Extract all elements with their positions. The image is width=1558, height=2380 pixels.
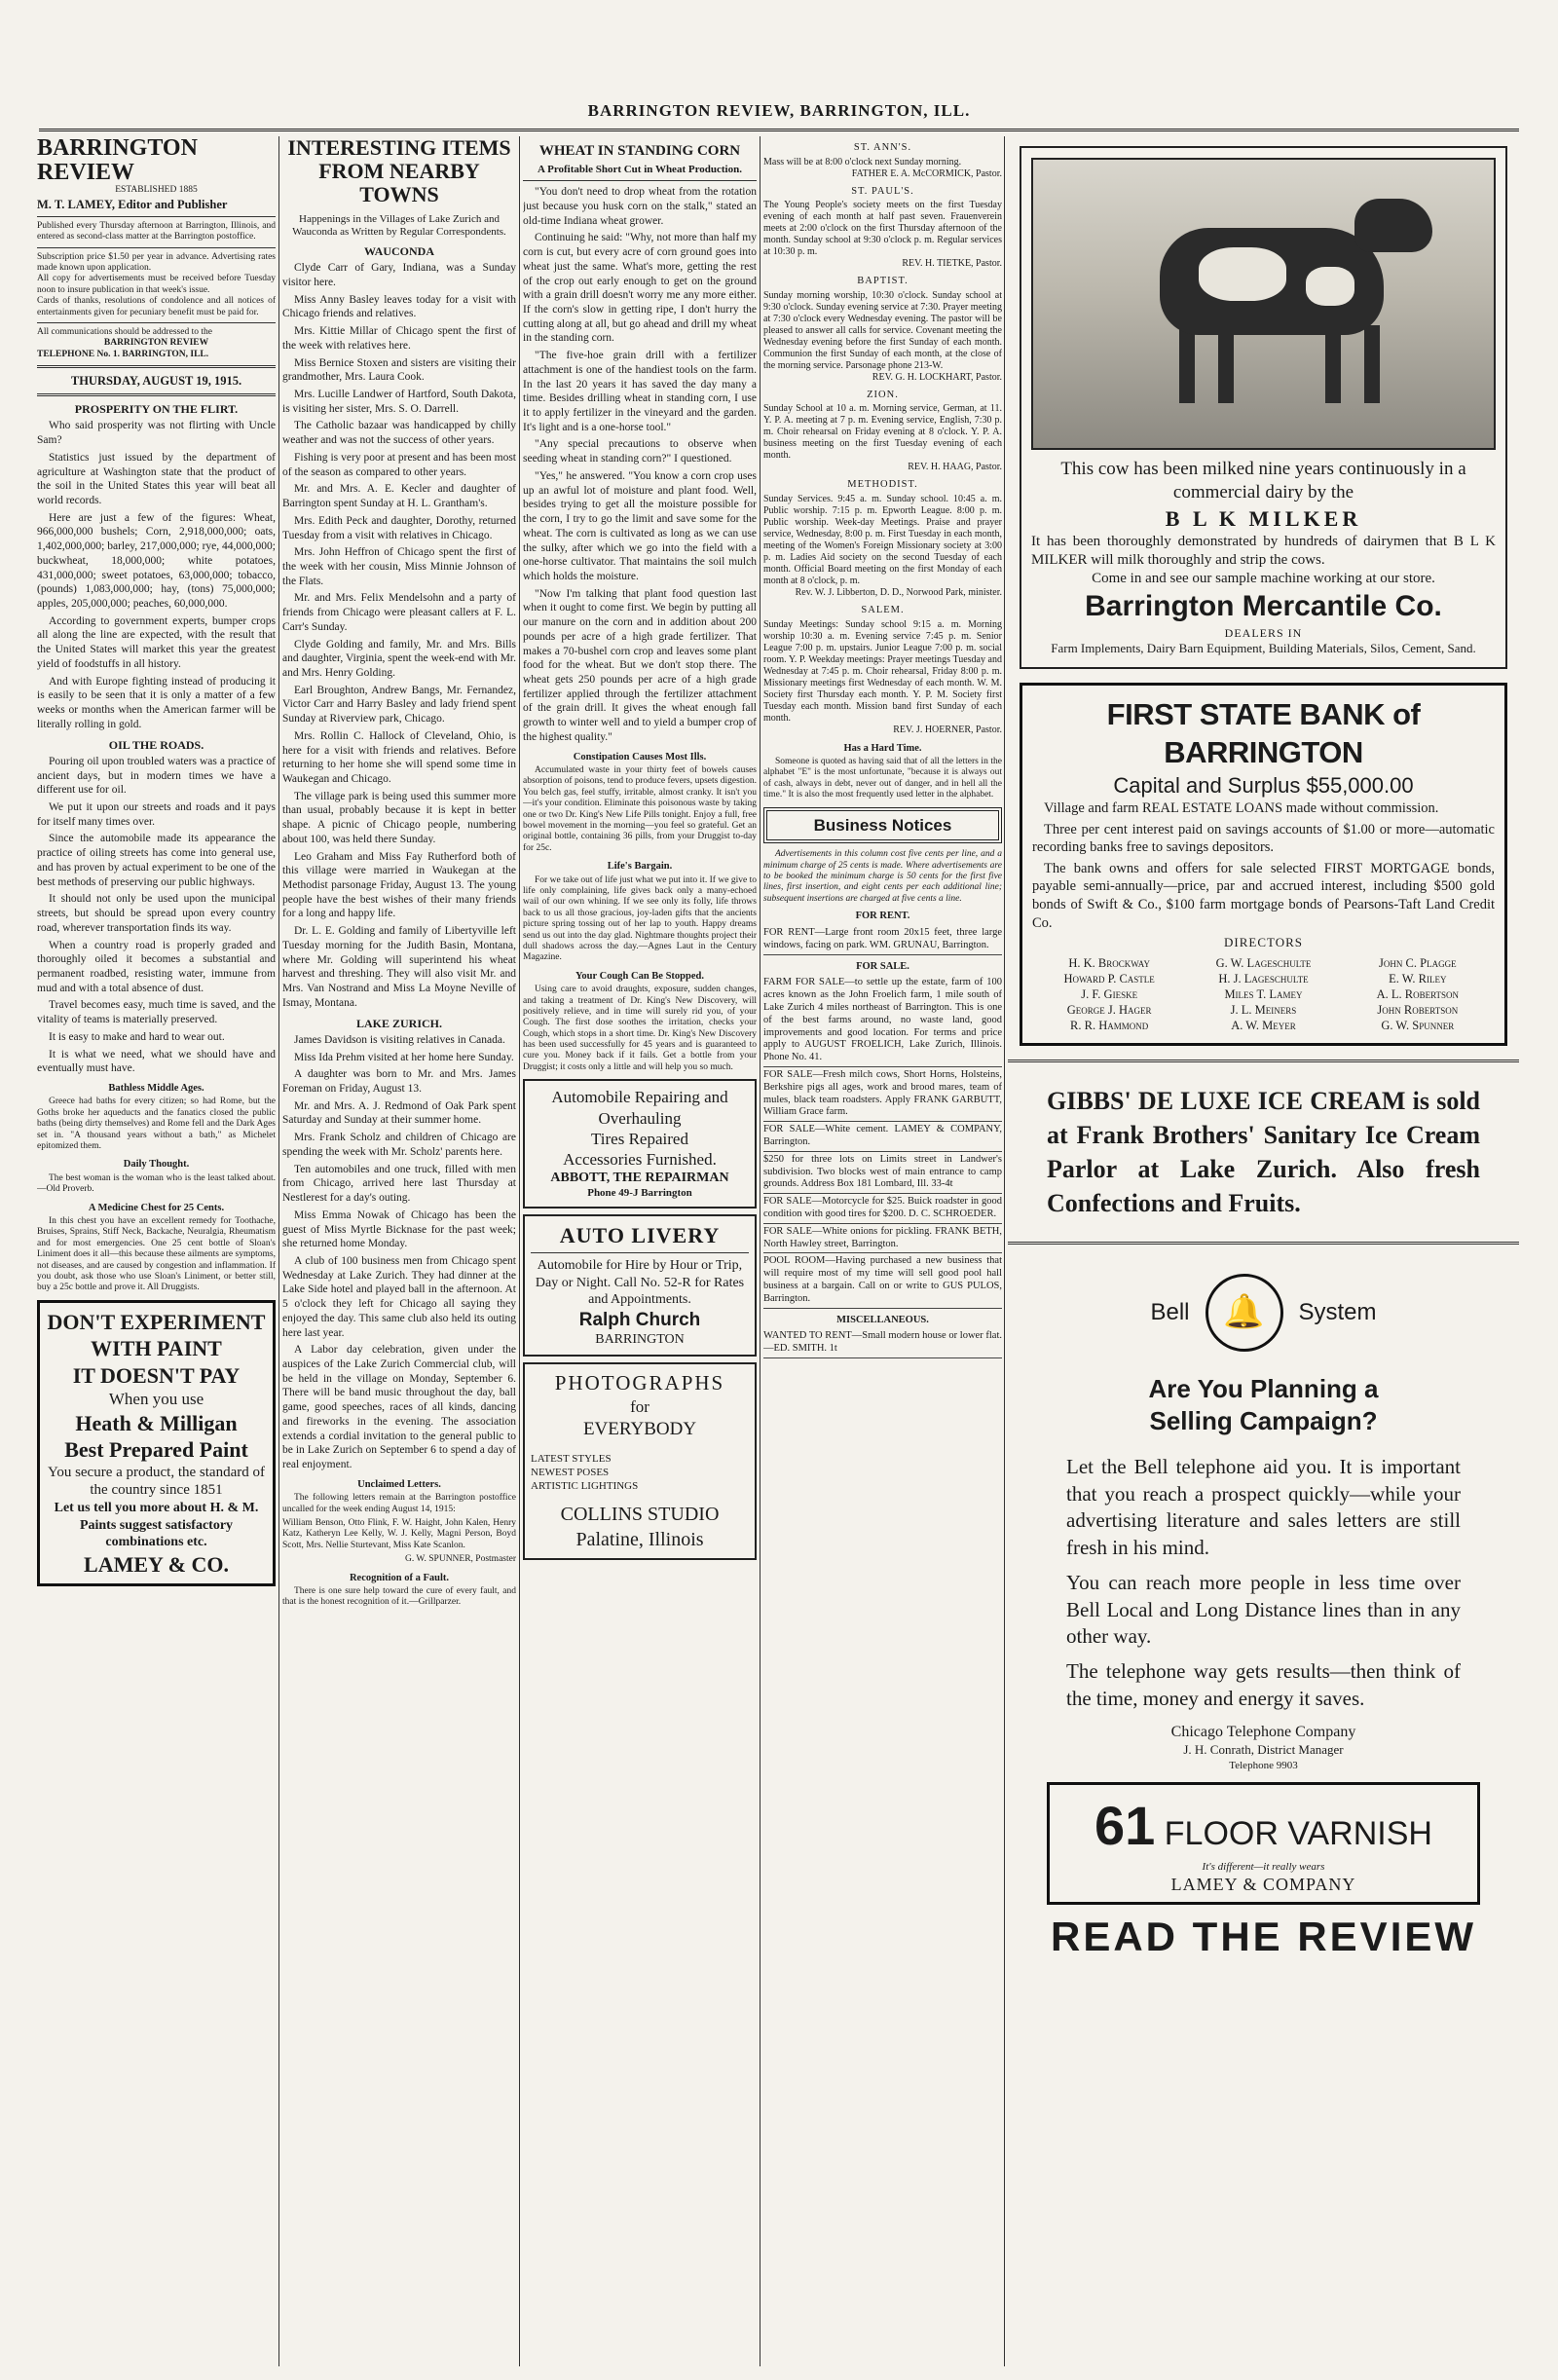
- column-5: [1008, 136, 1519, 1963]
- article-paragraph: Since the automobile made its appearance the practice of oiling streets has come into general use, and has proven by actual experiment to be one of the best methods of preserving our public highways.: [37, 833, 276, 888]
- article-heading: PROSPERITY ON THE FLIRT.: [74, 402, 239, 417]
- wauconda-items: [282, 261, 516, 1010]
- news-item: Mrs. Lucille Landwer of Hartford, South Dakota, is visiting her sister, Mrs. S. O. Darrell.: [282, 389, 516, 415]
- column-rule: [1004, 136, 1005, 2366]
- news-item: FOR SALE—White cement. LAMEY & COMPANY, Barrington.: [763, 1122, 1002, 1152]
- livery-advertisement: [523, 1214, 757, 1357]
- news-item: FOR SALE—Motorcycle for $25. Buick roadster in good condition with good tires for $200. D. C. SCHROEDER.: [763, 1194, 1002, 1224]
- bell-right-text: System: [1298, 1298, 1377, 1325]
- classified-heading: FOR RENT.: [855, 911, 910, 922]
- church-pastor: REV. J. HOERNER, Pastor.: [893, 724, 1002, 735]
- ad-line: You secure a product, the standard of the country since 1851: [47, 1464, 265, 1499]
- news-item: FARM FOR SALE—to settle up the estate, farm of 100 acres known as the John Froelich farm, 1 mile south of Lake Zurich 4 miles northeast of Barrington. This is one of the best farms around, no waste land, good improvements and good location. For terms and price apply to AUGUST FROELICH, Lake Zurich, Illinois. Phone No. 41.: [763, 975, 1002, 1067]
- news-item: Mrs. Edith Peck and daughter, Dorothy, returned Tuesday from a visit with relatives in Chicago.: [282, 514, 516, 541]
- bell-telephone: Telephone 9903: [1229, 1759, 1298, 1771]
- article-paragraph: Accumulated waste in your thirty feet of bowels causes absorption of poisons, tend to produce fevers, upsets digestion. You belch gas, feel stuffy, irritable, almost cranky. It isn't you—it's your condition. Eliminate this poisonous waste by taking one or two Dr. King's New Life Pills tonight. Enjoy a full, free bowel movement in the morning—you feel so grateful. Get an original bottle, containing 36 pills, from your Druggist to-day for 25c.: [523, 765, 757, 853]
- bell-icon: 🔔: [1206, 1274, 1283, 1352]
- ad-line: WITH PAINT: [91, 1336, 222, 1361]
- repair-advertisement: [523, 1079, 757, 1208]
- article-heading: Has a Hard Time.: [843, 742, 922, 754]
- bell-advertisement: [1008, 1274, 1519, 1772]
- varnish-tagline: It's different—it really wears: [1202, 1861, 1325, 1874]
- article-heading: Constipation Causes Most Ills.: [573, 751, 707, 762]
- church-directory: [763, 142, 1002, 736]
- varnish-company: LAMEY & COMPANY: [1170, 1875, 1356, 1895]
- ad-line: Ralph Church: [578, 1309, 701, 1330]
- column-2: [282, 136, 516, 1612]
- church-schedule: Sunday Meetings: Sunday school 9:15 a. m. Morning worship 10:30 a. m. Evening service 7:45 p. m. Senior League 7:00 p. m. upstairs. Junior League 7:00 p. m. social room. Y. P. Weekday meetings: Prayer meetings Tuesday and Wednesday at 7:45 p. m. Choir rehearsal, Friday 8:00 p. m. Missionary meetings first Wednesday of each month. W. M. Society first Thursday each month. Y. P. M. Society first Tuesday each month. Mission band first Sunday of each month.: [763, 618, 1002, 724]
- ad-line: for: [630, 1397, 649, 1417]
- town-heading: WAUCONDA: [364, 243, 434, 258]
- ad-line: COLLINS STUDIO: [560, 1503, 720, 1525]
- article-paragraph: According to government experts, bumper crops all along the line are expected, with the result that the United States will market this year the greatest yield of foodstuffs in all history.: [37, 614, 276, 670]
- bank-paragraph: Village and farm REAL ESTATE LOANS made without commission.: [1044, 800, 1439, 817]
- director-name: R. R. Hammond: [1070, 1018, 1149, 1032]
- bell-manager: J. H. Conrath, District Manager: [1183, 1741, 1344, 1757]
- bell-logo-row: [1008, 1274, 1519, 1352]
- copy-note: All copy for advertisements must be received before Tuesday noon to insure publication in that week's issue.: [37, 274, 276, 295]
- masthead: BARRINGTON REVIEW: [37, 136, 198, 186]
- varnish-name: FLOOR VARNISH: [1164, 1814, 1432, 1852]
- article-paragraph: It should not only be used upon the municipal streets, but should be spread upon every country road, wherever transportation finds its way.: [37, 893, 276, 934]
- ad-line: Let us tell you more about H. & M. Paints suggest satisfactory combinations etc.: [54, 1501, 259, 1549]
- news-item: Fishing is very poor at present and has been most of the season as compared to other years.: [282, 451, 516, 478]
- news-item: Mr. and Mrs. Felix Mendelsohn and a party of friends from Chicago were pleasant callers at F. L. Carr's Sunday.: [282, 592, 516, 633]
- news-item: Dr. L. E. Golding and family of Libertyville left Tuesday morning for the Judith Basin, Montana, where Mr. Golding will superintend his wheat harvest and threshing. They will also visit Mr. and Mrs. Van Nostrand and Miss La Moyne Neville of Ismay, Montana.: [282, 925, 516, 1009]
- article-heading: Bathless Middle Ages.: [108, 1082, 204, 1094]
- news-item: Mrs. Kittie Millar of Chicago spent the first of the week with relatives here.: [282, 325, 516, 352]
- cow-photo: [1031, 158, 1496, 450]
- bank-title: FIRST STATE BANK of BARRINGTON: [1106, 696, 1421, 770]
- article-heading: Life's Bargain.: [607, 861, 673, 873]
- news-item: Clyde Carr of Gary, Indiana, was a Sunday visitor here.: [282, 262, 516, 289]
- for-sale-list: [763, 975, 1002, 1308]
- news-item: A club of 100 business men from Chicago spent Wednesday at Lake Zurich. They had dinner at the Lake Side hotel and played ball in the afternoon. At 5 o'clock they left for Chicago all saying they enjoyed the day. This same club also held its outing here last year.: [282, 1254, 516, 1339]
- lake-zurich-items: [282, 1033, 516, 1472]
- news-item: A Labor day celebration, given under the auspices of the Lake Zurich Commercial club, will be held in the village on Monday, September 6. There will be band music throughout the day, ball game, good speeches, races of all kinds, dancing and fireworks in the evening. The association extends a cordial invitation to the general public to be in Lake Zurich on September 6 to spend a day of real enjoyment.: [282, 1344, 516, 1470]
- unclaimed-names: William Benson, Otto Flink, F. W. Haight, John Kalen, Henry Katz, Katheryn Lee Kelly, W. J. Kelly, Magni Person, Boyd Scott, Mrs. Nellie Sturtevant, Miss Kate Scanlon.: [282, 1517, 516, 1550]
- news-item: Mr. and Mrs. A. J. Redmond of Oak Park spent Saturday and Sunday at their summer home.: [282, 1099, 516, 1127]
- bank-paragraph: The bank owns and offers for sale selected FIRST MORTGAGE bonds, payable semi-annually—price, par and accrued interest, including $500 gold bonds of Swift & Co., $100 farm mortgage bonds of Pearsons-Taft Land Credit Co.: [1032, 860, 1495, 931]
- director-name: John C. Plagge: [1379, 955, 1457, 970]
- article-subheading: A Profitable Short Cut in Wheat Production.: [538, 164, 742, 176]
- article-paragraph: Someone is quoted as having said that of all the letters in the alphabet "E" is the most unfortunate, "because it is always out of cash, always in debt, never out of danger, and in hell all the time." It is also the most frequently used letter in the alphabet.: [763, 757, 1002, 800]
- mercantile-name: Barrington Mercantile Co.: [1085, 590, 1442, 623]
- established: ESTABLISHED 1885: [115, 185, 198, 196]
- article-paragraph: The following letters remain at the Barrington postoffice uncalled for the week ending August 14, 1915:: [282, 1493, 516, 1514]
- ad-line: EVERYBODY: [582, 1419, 697, 1440]
- article-paragraph: Here are just a few of the figures: Wheat, 966,000,000 bushels; Corn, 2,918,000,000; oats, 1,402,000,000; barley, 217,000,000; rye, 44,000,000; buckwheat, 18,000,000; white potatoes, 431,000,000; sweet potatoes, 63,000,000; tobacco, (pounds) 1,083,000,000; hay, (tons) 75,000,000; apples, 205,000,000; peaches, 60,000,000.: [37, 511, 276, 611]
- church-schedule: The Young People's society meets on the first Tuesday evening of each month at half past seven. Frauenverein meets at 2:00 o'clock on the first Thursday afternoon of the month. Sunday school at 9:30 o'clock p. m. Regular services at 10:30 p. m.: [763, 200, 1002, 258]
- column-rule: [278, 136, 279, 2366]
- news-item: Clyde Golding and family, Mr. and Mrs. Bills and daughter, Virginia, spent the week-end with Mr. and Mrs. Henry Golding.: [282, 638, 516, 679]
- news-item: Earl Broughton, Andrew Bangs, Mr. Fernandez, Victor Carr and Harry Basley and lady friend spent Sunday at Riverview park, Chicago.: [282, 684, 516, 725]
- news-item: Mrs. Rollin C. Hallock of Cleveland, Ohio, is here for a visit with friends and relatives. Before returning to her home she will spend some time in Waukegan and Chicago.: [282, 729, 516, 786]
- article-paragraph: Greece had baths for every citizen; so had Rome, but the Goths broke her aqueducts and the fanatics closed the public baths (being dirty themselves) and Rome fell and the Dark Ages set in. "A thousand years without a bath," as Michelet epitomized them.: [37, 1097, 276, 1151]
- mercantile-dealers: DEALERS IN: [1224, 625, 1303, 640]
- ad-line: Heath & Milligan: [75, 1410, 238, 1435]
- column-4: [763, 136, 1002, 1358]
- church-pastor: REV. H. HAAG, Pastor.: [908, 462, 1002, 473]
- news-item: Mr. and Mrs. A. E. Kecler and daughter of Barrington spent Sunday at H. L. Grantham's.: [282, 483, 516, 510]
- church-heading: BAPTIST.: [857, 276, 909, 287]
- director-name: John Robertson: [1377, 1002, 1459, 1017]
- bell-paragraph: You can reach more people in less time over Bell Local and Long Distance lines than in any other way.: [1066, 1570, 1461, 1649]
- director-name: J. F. Gieske: [1081, 986, 1138, 1001]
- directors-heading: DIRECTORS: [1224, 935, 1303, 950]
- ad-line: Palatine, Illinois: [575, 1528, 704, 1550]
- article-paragraph: Using care to avoid draughts, exposure, sudden changes, and taking a treatment of Dr. King's New Discovery, will positively relieve, and in time will surely rid you, of your Cough. The first dose soothes the irritation, checks your Cough, which stops in a short time. Dr. King's New Discovery has been used successfully for 45 years and is guaranteed to cure you. Money back if it fails. Get a bottle from your Druggist; it costs only a little and will help you so much.: [523, 985, 757, 1072]
- article-heading: Daily Thought.: [123, 1159, 190, 1171]
- cow-invite: Come in and see our sample machine working at our store.: [1092, 571, 1435, 587]
- church-pastor: REV. H. TIETKE, Pastor.: [902, 258, 1002, 270]
- communications-note: All communications should be addressed to the: [37, 326, 212, 337]
- director-name: G. W. Spunner: [1381, 1018, 1455, 1032]
- bell-left-text: Bell: [1150, 1298, 1190, 1325]
- classified-heading: MISCELLANEOUS.: [836, 1314, 929, 1325]
- article-paragraph: Pouring oil upon troubled waters was a practice of ancient days, but in modern times we have a different use for oil.: [37, 755, 276, 797]
- page-header: BARRINGTON REVIEW, BARRINGTON, ILL.: [39, 101, 1519, 131]
- ad-line: ABBOTT, THE REPAIRMAN: [550, 1171, 729, 1186]
- bell-company: Chicago Telephone Company: [1170, 1723, 1356, 1740]
- news-item: Mrs. John Heffron of Chicago spent the first of the week with her cousin, Miss Minnie Johnson of the Flats.: [282, 546, 516, 587]
- article-paragraph: For we take out of life just what we put into it. If we give to life only complaining, life gives back only a many-echoed wail of our own whining. If we see only its folly, life throws back to us all those gracious, joy-laden gifts that the ancients picture spring tossing out of her lap to youth. Happy dreams send us out into the day glad. Nightmare thoughts project their dull shadows across the day.—Agnes Laut in the Century Magazine.: [523, 874, 757, 963]
- bank-paragraph: Three per cent interest paid on savings accounts of $1.00 or more—automatic recording banks free to savings depositors.: [1032, 821, 1495, 856]
- director-name: Miles T. Lamey: [1224, 986, 1303, 1001]
- news-item: FOR SALE—Fresh milch cows, Short Horns, Holsteins, Berkshire pigs all ages, work and brood mares, team of mules, black team roadsters. Apply FRANK GARBUTT, William Grace farm.: [763, 1067, 1002, 1122]
- article-paragraph: Statistics just issued by the department of agriculture at Washington state that the product of the soil in the United States this year will beat all world records.: [37, 451, 276, 507]
- news-item: Miss Anny Basley leaves today for a visit with Chicago friends and relatives.: [282, 293, 516, 320]
- editor-line: M. T. LAMEY, Editor and Publisher: [37, 197, 228, 211]
- town-heading: LAKE ZURICH.: [355, 1016, 442, 1030]
- article-paragraph: When a country road is properly graded and thoroughly oiled it becomes a substantial and permanent roadbed, resisting water, immune from mud and with a total absence of dust.: [37, 939, 276, 994]
- postmaster: G. W. SPUNNER, Postmaster: [404, 1554, 516, 1565]
- article-paragraph: The best woman is the woman who is the least talked about.—Old Proverb.: [37, 1172, 276, 1195]
- news-item: Miss Ida Prehm visited at her home here Sunday.: [294, 1051, 514, 1063]
- bell-body: [1008, 1454, 1519, 1712]
- director-name: G. W. Lageschulte: [1215, 955, 1312, 970]
- article-paragraph: It is what we need, what we should have and eventually must have.: [37, 1048, 276, 1075]
- bank-capital: Capital and Surplus $55,000.00: [1113, 773, 1414, 799]
- church-heading: ST. ANN'S.: [853, 142, 912, 153]
- director-name: A. W. Meyer: [1231, 1018, 1296, 1032]
- director-name: A. L. Robertson: [1376, 986, 1460, 1001]
- classified-ad: WANTED TO RENT—Small modern house or lower flat.—ED. SMITH. 1t: [763, 1328, 1002, 1358]
- article-heading: Your Cough Can Be Stopped.: [575, 970, 704, 982]
- news-item: POOL ROOM—Having purchased a new business that will require most of my time will sell good pool hall business at a bargain. Call on or write to GUS PULOS, Barrington.: [763, 1253, 1002, 1308]
- communications-name: BARRINGTON REVIEW: [103, 338, 209, 349]
- section-subtitle: Happenings in the Villages of Lake Zurich and Wauconda as Written by Regular Correspondents.: [292, 212, 506, 238]
- read-the-review: READ THE REVIEW: [1050, 1914, 1477, 1960]
- article-paragraph: "Now I'm talking that plant food question last when it ought to come first. We begin by putting all our manure on the corn and in addition about 200 pounds per acre of a high grade fertilizer. That makes a 70-bushel corn crop and leaves some plant food for the wheat. But we don't stop there. The wheat gets 250 pounds per acre of a high grade fertilizer applied through the fertilizer attachment of the grain drill. It gives the wheat enough fall growth to winter well and to yield a bumper crop of the highest quality.": [523, 587, 757, 743]
- director-name: George J. Hager: [1066, 1002, 1152, 1017]
- article-heading: OIL THE ROADS.: [108, 737, 204, 752]
- column-1: [37, 136, 276, 1592]
- article-paragraph: "The five-hoe grain drill with a fertilizer attachment is one of the handiest tools on the farm. In the last 20 years it has saved the day many a time. Besides drilling wheat in standing corn, I use it to apply fertilizer in the vineyard and the garden. It's light and is a one-horse tool.": [523, 350, 757, 433]
- church-schedule: Mass will be at 8:00 o'clock next Sunday morning.: [763, 156, 962, 167]
- article-paragraph: Continuing he said: "Why, not more than half my corn is cut, but every acre of corn ground goes into wheat just the same. What's more, getting the rest of the crop out early enough to get on the ground with a grain drill doesn't worry me any more either. If the corn's slow in getting ripe, I don't hurry the cutting along at all, but go ahead and drill my wheat in the standing corn.: [523, 232, 757, 345]
- church-heading: ST. PAUL'S.: [851, 185, 914, 197]
- ad-line: Accessories Furnished.: [563, 1150, 717, 1170]
- cow-caption: This cow has been milked nine years continuously in a commercial dairy by the: [1060, 459, 1466, 503]
- classified-heading: FOR SALE.: [856, 960, 909, 972]
- church-heading: ZION.: [867, 389, 899, 400]
- bell-question: Are You Planning a Selling Campaign?: [1148, 1374, 1379, 1435]
- ad-line: Best Prepared Paint: [64, 1437, 248, 1462]
- news-item: FOR SALE—White onions for pickling. FRANK BETH, North Hawley street, Barrington.: [763, 1224, 1002, 1254]
- cow-brand: B L K MILKER: [1165, 505, 1362, 531]
- directors-list: [1032, 955, 1495, 1033]
- church-heading: SALEM.: [861, 604, 905, 615]
- bell-paragraph: The telephone way gets results—then think of the time, money and energy it saves.: [1066, 1659, 1461, 1710]
- varnish-advertisement: [1047, 1782, 1480, 1906]
- director-name: J. L. Meiners: [1230, 1002, 1297, 1017]
- article-heading: WHEAT IN STANDING CORN: [538, 143, 741, 159]
- cards-note: Cards of thanks, resolutions of condolence and all notices of entertainments given for pecuniary benefit must be paid for.: [37, 296, 276, 317]
- business-notices-note: Advertisements in this column cost five cents per line, and a minimum charge of 25 cents is made. Where advertisements are to be booked the minimum charge is 50 cents for the first five lines, first insertion, and eight cents per each additional line; subsequent insertions are charged at five cents a line.: [763, 849, 1002, 904]
- article-paragraph: Who said prosperity was not flirting with Uncle Sam?: [37, 420, 276, 447]
- gibbs-advertisement: GIBBS' DE LUXE ICE CREAM is sold at Frank Brothers' Sanitary Ice Cream Parlor at Lake Zurich. Also fresh Confections and Fruits.: [1047, 1086, 1480, 1217]
- director-name: E. W. Riley: [1389, 971, 1447, 985]
- news-item: Miss Emma Nowak of Chicago has been the guest of Miss Myrtle Bicknase for the past week; she returned home Monday.: [282, 1209, 516, 1250]
- issue-date: THURSDAY, AUGUST 19, 1915.: [70, 374, 242, 389]
- column-rule: [519, 136, 520, 2366]
- church-heading: METHODIST.: [847, 479, 918, 491]
- article-heading: A Medicine Chest for 25 Cents.: [88, 1202, 225, 1213]
- news-item: Miss Bernice Stoxen and sisters are visiting their grandmother, Mrs. Laura Cook.: [282, 356, 516, 384]
- article-paragraph: "Yes," he answered. "You know a corn crop uses up an awful lot of moisture and plant food. Well, besides trying to get all the moisture possible for the corn, I try to go the limit and save some for the wheat. The corn is cultivated as long as we can use the sulky, after which we go into the field with a one-horse cultivator. That maintains the soil mulch which holds the moisture.: [523, 469, 757, 582]
- church-schedule: Sunday morning worship, 10:30 o'clock. Sunday school at 9:30 o'clock. Sunday evening service at 7:30. Prayer meeting at 7:30 o'clock every Wednesday evening. The pastor will be pleased to answer all calls for service. Covenant meeting the Wednesday evening before the first Sunday of each month. Communion the first Sunday of each month, at the close of the morning service. Parsonage phone 213-W.: [763, 289, 1002, 371]
- article-paragraph: We put it upon our streets and roads and it pays for itself many times over.: [37, 801, 276, 828]
- news-item: James Davidson is visiting relatives in Canada.: [294, 1033, 505, 1046]
- church-pastor: FATHER E. A. McCORMICK, Pastor.: [851, 167, 1002, 179]
- church-pastor: REV. G. H. LOCKHART, Pastor.: [872, 371, 1002, 383]
- ad-line: LATEST STYLES: [531, 1452, 612, 1465]
- article-paragraph: "You don't need to drop wheat from the rotation just because you husk corn on the stalk," stated an old-time Indiana wheat grower.: [523, 186, 757, 227]
- article-paragraph: It is easy to make and hard to wear out.: [49, 1030, 225, 1043]
- business-notices-title: Business Notices: [813, 815, 952, 835]
- photo-advertisement: [523, 1362, 757, 1560]
- director-name: H. J. Lageschulte: [1218, 971, 1309, 985]
- ad-line: NEWEST POSES: [531, 1467, 610, 1479]
- classified-ad: FOR RENT—Large front room 20x15 feet, three large windows, facing on park. WM. GRUNAU, Barrington.: [763, 925, 1002, 955]
- news-item: Mrs. Frank Scholz and children of Chicago are spending the week with Mr. Scholz' parents here.: [282, 1132, 516, 1158]
- ad-line: LAMEY & CO.: [84, 1551, 229, 1577]
- article-paragraph: There is one sure help toward the cure of every fault, and that is the honest recognition of it.—Grillparzer.: [282, 1585, 516, 1608]
- news-item: The Catholic bazaar was handicapped by chilly weather and was not the success of other years.: [282, 420, 516, 447]
- business-notices-box: [763, 807, 1002, 844]
- church-schedule: Sunday Services. 9:45 a. m. Sunday school. 10:45 a. m. Public worship. 7:15 p. m. Epworth League. 8:00 p. m. Public worship. Week-day Meetings. Praise and prayer service, Wednesday, 8:00 p. m. First Tuesday in each month, meeting of the Women's Foreign Missionary society at 3:00 p. m. Ladies Aid society on the second Tuesday of each month. Official Board meeting on the first Monday of each month at 8 o'clock, p. m.: [763, 493, 1002, 586]
- ad-line: Automobile Repairing and Overhauling: [551, 1088, 728, 1128]
- ad-line: PHOTOGRAPHS: [554, 1370, 725, 1395]
- article-paragraph: In this chest you have an excellent remedy for Toothache, Bruises, Sprains, Stiff Neck, Backache, Neuralgia, Rheumatism and for most emergencies. One 25 cent bottle of Sloan's Liniment does it all—this because these ailments are symptoms, not diseases, and are caused by congestion and inflammation. If you doubt, ask those who use Sloan's Liniment, or better still, buy a 25c bottle and prove it. All Druggists.: [37, 1216, 276, 1293]
- telephone-line: TELEPHONE No. 1. BARRINGTON, ILL.: [37, 349, 209, 359]
- ad-line: Automobile for Hire by Hour or Trip, Day or Night. Call No. 52-R for Rates and Appointments.: [535, 1258, 745, 1308]
- ad-line: DON'T EXPERIMENT: [47, 1309, 266, 1334]
- mercantile-advertisement: [1020, 146, 1507, 669]
- bell-paragraph: Let the Bell telephone aid you. It is important that you reach a prospect quickly—while your advertising literature and sales letters are still fresh in his mind.: [1066, 1455, 1461, 1560]
- ad-line: Tires Repaired: [591, 1129, 688, 1148]
- ad-line: ARTISTIC LIGHTINGS: [531, 1480, 639, 1493]
- classified-ads: [763, 911, 1002, 1358]
- director-name: Howard P. Castle: [1063, 971, 1155, 985]
- news-item: A daughter was born to Mr. and Mrs. James Foreman on Friday, August 13.: [282, 1068, 516, 1096]
- article-heading: Recognition of a Fault.: [349, 1572, 450, 1583]
- paint-advertisement: [37, 1300, 276, 1586]
- director-name: H. K. Brockway: [1068, 955, 1150, 970]
- article-heading: Unclaimed Letters.: [357, 1478, 441, 1490]
- church-schedule: Sunday School at 10 a. m. Morning service, German, at 11. Y. P. A. meeting at 7 p. m. Evening service, English, 7:30 p. m. Choir rehearsal on Friday evening at 8 o'clock. Y. P. A. business meeting on the first Tuesday evening of each month.: [763, 403, 1002, 462]
- bank-advertisement: [1020, 683, 1507, 1046]
- news-item: Leo Graham and Miss Fay Rutherford both of this village were married in Waukegan at the Methodist parsonage Friday, August 13. The young people have the best wishes of their many friends for a long and happy life.: [282, 850, 516, 920]
- subscription-note: Subscription price $1.50 per year in advance. Advertising rates made known upon application.: [37, 251, 276, 273]
- news-item: $250 for three lots on Limits street in Landwer's subdivision. Two blocks west of main entrance to camp grounds. Address Box 181 Lombard, Ill. 33-4t: [763, 1152, 1002, 1194]
- article-paragraph: "Any special precautions to observe when seeding wheat in standing corn?" I questioned.: [523, 438, 757, 465]
- ad-line: BARRINGTON: [595, 1332, 685, 1348]
- ad-line: Phone 49-J Barrington: [587, 1186, 692, 1199]
- news-item: The village park is being used this summer more than usual, probably because it is kept in better shape. A picnic of Chicago people, numbering about 100, was held there Sunday.: [282, 790, 516, 845]
- column-3: [523, 136, 757, 1566]
- church-pastor: Rev. W. J. Libberton, D. D., Norwood Park, minister.: [795, 586, 1002, 598]
- ad-title: AUTO LIVERY: [559, 1222, 721, 1247]
- section-title: INTERESTING ITEMS FROM NEARBY TOWNS: [287, 136, 511, 207]
- varnish-title: [1056, 1791, 1471, 1861]
- news-item: Ten automobiles and one truck, filled with men from Chicago, arrived here last Thursday at Nestlerest for a day's outing.: [282, 1163, 516, 1205]
- article-paragraph: And with Europe fighting instead of producing it is easily to be seen that it is only a matter of a few weeks or months when the American farmer will be literally rolling in gold.: [37, 675, 276, 730]
- ad-line: IT DOESN'T PAY: [72, 1362, 241, 1388]
- mercantile-items: Farm Implements, Dairy Barn Equipment, Building Materials, Silos, Cement, Sand.: [1051, 641, 1476, 656]
- publication-note: Published every Thursday afternoon at Barrington, Illinois, and entered as second-class matter at the Barrington postoffice.: [37, 220, 276, 242]
- ad-line: When you use: [108, 1390, 204, 1409]
- varnish-number: 61: [1094, 1794, 1156, 1856]
- cow-text: It has been thoroughly demonstrated by hundreds of dairymen that B L K MILKER will milk thoroughly and strip the cows.: [1031, 533, 1496, 568]
- article-paragraph: Travel becomes easy, much time is saved, and the vitality of teams is materially preserved.: [37, 999, 276, 1026]
